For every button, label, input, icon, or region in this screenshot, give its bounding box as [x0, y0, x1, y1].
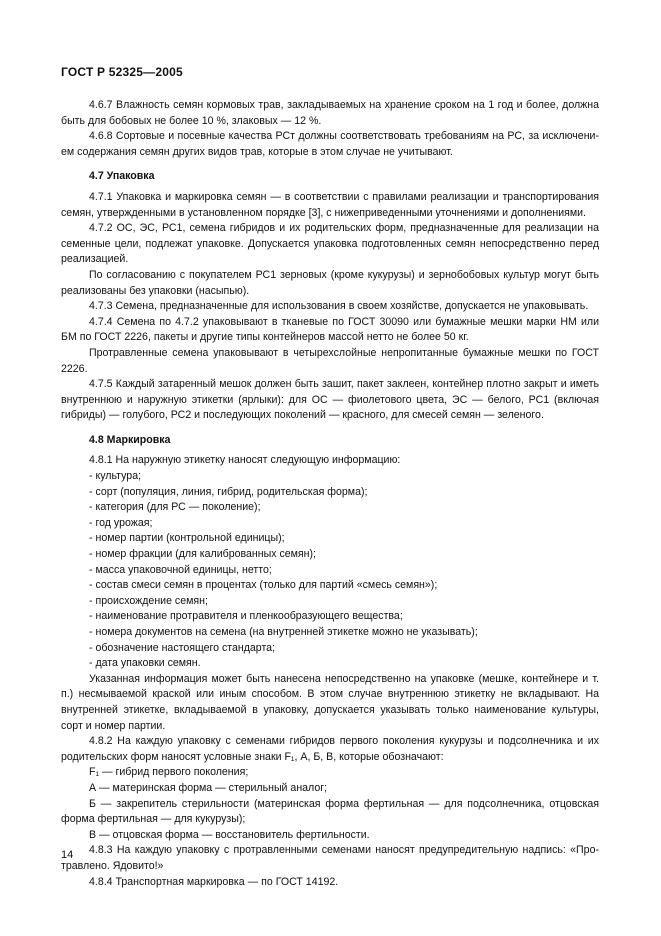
list-item: - год урожая;: [89, 516, 153, 529]
paragraph-label-note: Указанная информация может быть нанесена непосредственно на упаковке (мешке, контейнере и т. п.) несмываемой краской или иным способом. В этом случае внутреннюю этикетку не вкладывают. На внутренней этикетке, вкладываемой в упаковку, допускается указывать только наименование культуры, сорт и номер партии.: [61, 672, 599, 732]
list-item: - сорт (популяция, линия, гибрид, родительская форма);: [89, 485, 368, 498]
paragraph-4-6-7: 4.6.7 Влажность семян кормовых трав, закладываемых на хранение сроком на 1 год и более, должна быть для бобовых не более 10 %, злаковых — 12 %.: [61, 99, 599, 127]
list-item: - номер партии (контрольной единицы);: [89, 532, 285, 545]
list-item: - категория (для РС — поколение);: [89, 501, 261, 514]
sign-f1: F₁ — гибрид первого поколения;: [89, 766, 249, 779]
list-item: - номера документов на семена (на внутренней этикетке можно не указывать);: [89, 626, 478, 638]
list-item: - обозначение настоящего стандарта;: [89, 641, 276, 654]
paragraph-4-8-4: 4.8.4 Транспортная маркировка — по ГОСТ 14192.: [89, 875, 339, 888]
paragraph-agreement: По согласованию с покупателем РС1 зерновых (кроме кукурузы) и зернобобовых культур могут быть реализованы без упаковки (насыпью).: [61, 268, 599, 297]
paragraph-4-8-1: 4.8.1 На наружную этикетку наносят следующую информацию:: [89, 454, 401, 467]
list-item: - номер фракции (для калиброванных семян);: [89, 548, 316, 561]
section-heading-4-7: 4.7 Упаковка: [89, 170, 155, 183]
document-header: ГОСТ Р 52325—2005: [61, 65, 183, 79]
document-body: [61, 98, 599, 890]
page-number: 14: [61, 849, 74, 861]
section-heading-4-8: 4.8 Маркировка: [89, 433, 171, 446]
paragraph-4-7-5: 4.7.5 Каждый затаренный мешок должен быть зашит, пакет заклеен, контейнер плотно закрыт и иметь внутреннюю и наружную этикетки (ярлыки): для ОС — фиолетового цвета, ЭС — белого, РС1 (включая гибриды) — голубого, РС2 и последующих поколений — красного, для смесей семян — зеленого.: [61, 378, 599, 422]
list-item: - состав смеси семян в процентах (только для партий «смесь семян»);: [89, 579, 438, 592]
list-item: - наименование протравителя и пленкообразующего вещества;: [89, 610, 403, 623]
sign-v: В — отцовская форма — восстановитель фертильности.: [89, 828, 370, 841]
paragraph-4-8-2: 4.8.2 На каждую упаковку с семенами гибридов первого поколения кукурузы и подсолнечника и их родительских форм наносят условные знаки F₁, А, Б, В, которые обозначают:: [61, 735, 599, 763]
paragraph-4-7-1: 4.7.1 Упаковка и маркировка семян — в соответствии с правилами реализации и транспортирования семян, утвержденными в установленном порядке [3], с нижеприведенными уточнениями и дополнениями.: [61, 190, 599, 219]
sign-b: Б — закрепитель стерильности (материнская форма фертильная — для подсолнечника, отцовская форма фертильная — для кукурузы);: [61, 797, 599, 826]
paragraph-treated-seeds: Протравленные семена упаковывают в четырехслойные непропитанные бумажные мешки по ГОСТ 2226.: [61, 346, 599, 375]
list-item: - культура;: [89, 470, 142, 483]
paragraph-4-7-3: 4.7.3 Семена, предназначенные для использования в своем хозяйстве, допускается не упаковывать.: [89, 300, 589, 313]
paragraph-4-6-8: 4.6.8 Сортовые и посевные качества РСт должны соответствовать требованиям на РС, за исключени-ем содержания семян других видов трав, которые в этом случае не учитывают.: [61, 130, 599, 158]
sign-a: А — материнская форма — стерильный аналог;: [89, 781, 328, 794]
list-item: - масса упаковочной единицы, нетто;: [89, 563, 272, 576]
list-item: - дата упаковки семян.: [89, 657, 201, 670]
paragraph-4-8-3: 4.8.3 На каждую упаковку с протравленными семенами наносят предупредительную надпись: «Про-травлено. Ядовито!»: [61, 844, 599, 872]
list-item: - происхождение семян;: [89, 594, 208, 607]
paragraph-4-7-4: 4.7.4 Семена по 4.7.2 упаковывают в тканевые по ГОСТ 30090 или бумажные мешки марки НМ или БМ по ГОСТ 2226, пакеты и другие типы контейнеров массой нетто не более 50 кг.: [61, 315, 599, 344]
paragraph-4-7-2: 4.7.2 ОС, ЭС, РС1, семена гибридов и их родительских форм, предназначенные для реализации на семенные цели, подлежат упаковке. Допускается упаковка подготовленных семян непосредственно перед реализацией.: [61, 222, 599, 266]
